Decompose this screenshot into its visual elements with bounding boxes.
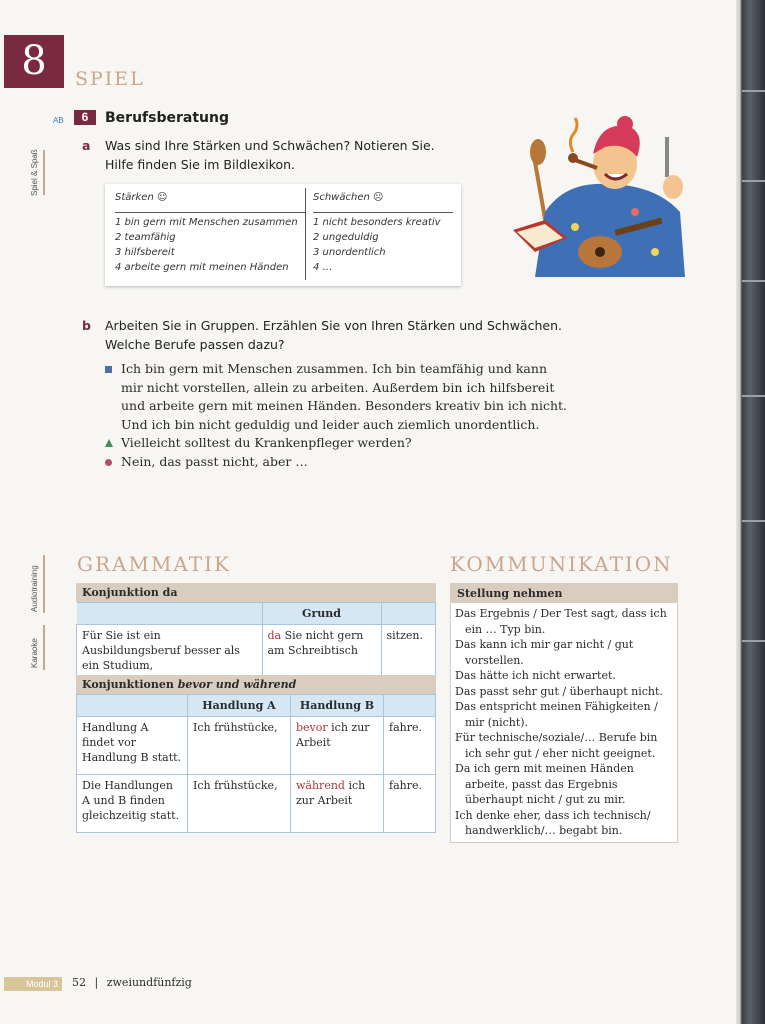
dialog-line <box>105 453 575 472</box>
section-title: SPIEL <box>75 68 145 90</box>
header-italic: bevor und während <box>177 678 297 691</box>
grammatik-title: GRAMMATIK <box>77 552 231 576</box>
dialog-block <box>105 360 575 471</box>
table-header <box>76 675 436 694</box>
column-label: Handlung A <box>188 695 291 717</box>
side-label-audio: Audiotraining <box>30 565 39 612</box>
table-cell: Ich frühstücke, <box>188 775 291 833</box>
exercise-number: 6 <box>74 110 96 125</box>
weakness-item: 3 unordentlich <box>313 247 386 258</box>
weakness-item: 4 … <box>313 262 333 273</box>
side-bar <box>43 625 45 670</box>
dialog-text: mir nicht vorstellen, allein zu arbeiten. Außerdem bin ich hilfsbereit <box>121 379 555 395</box>
task-a-line: Hilfe finden Sie im Bildlexikon. <box>105 157 296 172</box>
task-a-line: Was sind Ihre Stärken und Schwächen? Notieren Sie. <box>105 138 435 153</box>
header-text: Konjunktionen <box>82 678 174 691</box>
conjunction: da <box>267 629 282 642</box>
table-cell: Für Sie ist ein Ausbildungsberuf besser als ein Studium, <box>77 625 263 677</box>
strength-item: 2 teamfähig <box>115 232 176 243</box>
kommunikation-box <box>450 583 678 843</box>
conjunction: bevor <box>296 721 328 734</box>
spoon-icon <box>530 139 546 165</box>
kommunikation-header: Stellung nehmen <box>451 584 677 603</box>
table-header: Konjunktion da <box>76 583 436 602</box>
ab-label: AB <box>53 116 64 125</box>
strengths-weaknesses-note <box>105 184 461 286</box>
phrase-item: Das kann ich mir gar nicht / gut vorstellen. <box>455 638 634 667</box>
triangle-bullet-icon <box>105 439 113 447</box>
page-footer: 52 | zweiundfünfzig <box>72 976 192 989</box>
table-cell <box>291 775 384 833</box>
table-cell: fahre. <box>384 717 436 775</box>
side-bar <box>43 555 45 613</box>
module-label: Modul 3 <box>4 977 62 991</box>
page-binding <box>736 0 765 1024</box>
task-letter-a: a <box>82 138 91 153</box>
column-label: Handlung B <box>291 695 384 717</box>
table-cell <box>291 717 384 775</box>
dialog-line <box>105 434 575 453</box>
dialog-text: Ich bin gern mit Menschen zusammen. Ich bin teamfähig und kann <box>121 361 547 376</box>
chapter-number: 8 <box>4 35 64 88</box>
dialog-text: Und ich bin nicht geduldig und leider auch ziemlich unordentlich. <box>121 416 540 432</box>
dialog-text: Nein, das passt nicht, aber … <box>121 453 308 469</box>
phrase-item: Das passt sehr gut / überhaupt nicht. <box>455 684 663 698</box>
exercise-title: Berufsberatung <box>105 110 229 126</box>
table-cell: Ich frühstücke, <box>188 717 291 775</box>
phrase-item: Das hätte ich nicht erwartet. <box>455 669 616 682</box>
weaknesses-header: Schwächen ☹ <box>313 192 384 203</box>
kommunikation-title: KOMMUNIKATION <box>450 552 673 576</box>
task-a-text <box>105 136 485 174</box>
phrase-item: Ich denke eher, dass ich technisch/ handwerklich/… begabt bin. <box>455 808 651 837</box>
cell-text: ich zur Arbeit <box>296 779 366 807</box>
phrase-item: Da ich gern mit meinen Händen arbeite, passt das Ergebnis überhaupt nicht / gut zu mir. <box>455 762 634 806</box>
page-number: 52 <box>72 976 86 989</box>
conjunction: während <box>296 779 345 792</box>
strength-item: 3 hilfsbereit <box>115 247 175 258</box>
dialog-text: Vielleicht solltest du Krankenpfleger werden? <box>121 435 412 450</box>
phrase-item: Das Ergebnis / Der Test sagt, dass ich ein … Typ bin. <box>455 607 667 636</box>
table-cell: fahre. <box>384 775 436 833</box>
square-bullet-icon <box>105 366 112 373</box>
strengths-header: Stärken ☺ <box>115 192 168 203</box>
strength-item: 4 arbeite gern mit meinen Händen <box>115 262 289 273</box>
strength-item: 1 bin gern mit Menschen zusammen <box>115 217 298 228</box>
phrase-item: Für technische/soziale/… Berufe bin ich sehr gut / eher nicht geeignet. <box>455 731 658 760</box>
cell-text: ich zur Arbeit <box>296 721 370 749</box>
table-cell: sitzen. <box>381 625 436 677</box>
task-b-line: Welche Berufe passen dazu? <box>105 337 285 352</box>
cartoon-illustration <box>505 112 693 282</box>
table-cell <box>262 625 381 677</box>
column-label: Grund <box>262 603 381 625</box>
dialog-line <box>105 360 575 434</box>
weakness-item: 2 ungeduldig <box>313 232 379 243</box>
dialog-text: und arbeite gern mit meinen Händen. Besonders kreativ bin ich nicht. <box>121 398 567 413</box>
grammar-table-bevor-waehrend <box>76 675 436 833</box>
page-number-word: zweiundfünfzig <box>106 976 192 989</box>
side-bar <box>43 150 45 195</box>
table-cell: Die Handlungen A und B finden gleichzeitig statt. <box>77 775 188 833</box>
circle-bullet-icon <box>105 459 112 466</box>
side-label-karaoke: Karaoke <box>30 638 39 668</box>
task-letter-b: b <box>82 318 91 333</box>
weakness-item: 1 nicht besonders kreativ <box>313 217 441 228</box>
task-b-line: Arbeiten Sie in Gruppen. Erzählen Sie von Ihren Stärken und Schwächen. <box>105 318 562 333</box>
task-b-text <box>105 316 585 354</box>
grammar-table-da <box>76 583 436 677</box>
table-cell: Handlung A findet vor Handlung B statt. <box>77 717 188 775</box>
side-label-spiel: Spiel & Spaß <box>30 149 39 196</box>
cell-text: Sie nicht gern am Schreibtisch <box>267 629 364 657</box>
phrase-item: Das entspricht meinen Fähigkeiten / mir (nicht). <box>455 700 658 729</box>
